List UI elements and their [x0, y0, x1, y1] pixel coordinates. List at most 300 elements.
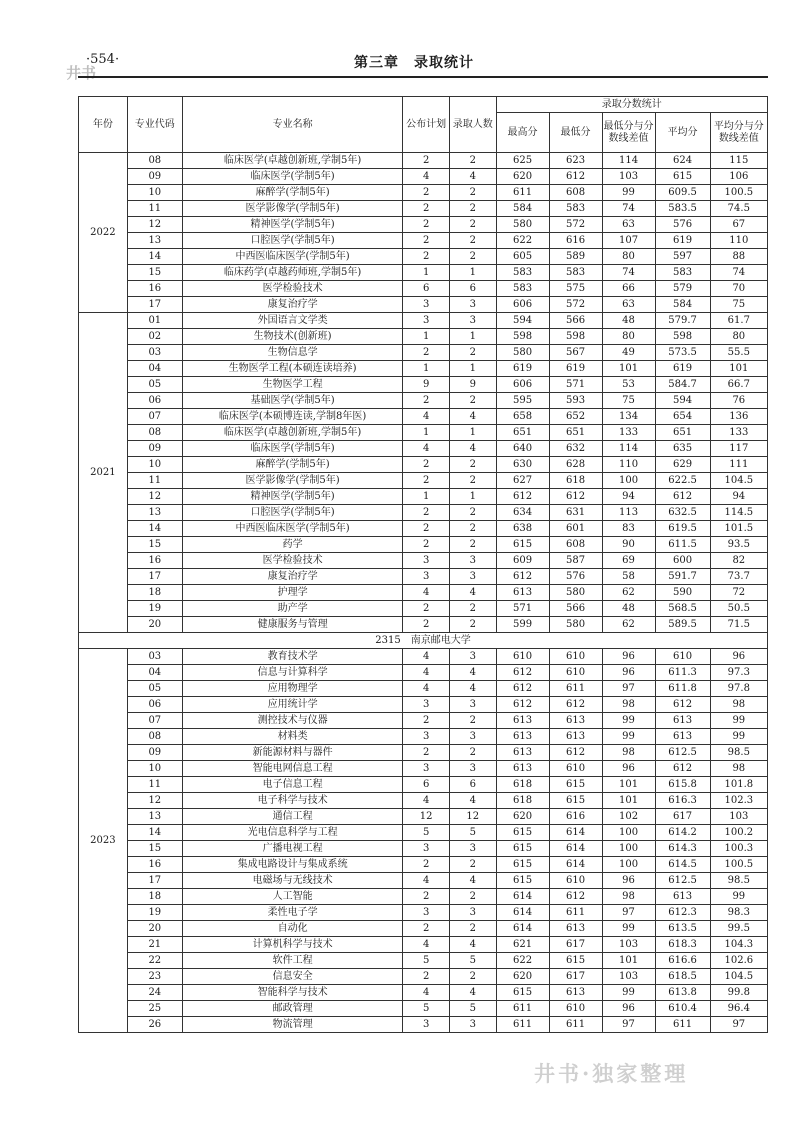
cell-code: 09 — [127, 441, 182, 457]
cell-min-diff: 114 — [602, 153, 655, 169]
cell-plan: 1 — [403, 329, 450, 345]
table-row — [79, 345, 768, 361]
cell-avg: 635 — [655, 441, 710, 457]
cell-code: 02 — [127, 329, 182, 345]
table-row — [79, 281, 768, 297]
cell-avg-diff: 74.5 — [710, 201, 767, 217]
cell-plan: 2 — [403, 217, 450, 233]
cell-avg-diff: 66.7 — [710, 377, 767, 393]
cell-avg: 611.8 — [655, 681, 710, 697]
header-code: 专业代码 — [127, 97, 182, 153]
cell-admitted: 3 — [449, 553, 496, 569]
cell-min-diff: 96 — [602, 1001, 655, 1017]
cell-name: 新能源材料与器件 — [182, 745, 402, 761]
cell-admitted: 1 — [449, 329, 496, 345]
cell-avg-diff: 97.3 — [710, 665, 767, 681]
cell-name: 中西医临床医学(学制5年) — [182, 249, 402, 265]
cell-code: 09 — [127, 169, 182, 185]
cell-admitted: 3 — [449, 761, 496, 777]
cell-max: 580 — [496, 345, 549, 361]
cell-admitted: 2 — [449, 345, 496, 361]
cell-code: 14 — [127, 521, 182, 537]
cell-min: 611 — [549, 1017, 602, 1033]
cell-min-diff: 48 — [602, 313, 655, 329]
cell-min: 576 — [549, 569, 602, 585]
cell-code: 23 — [127, 969, 182, 985]
cell-avg-diff: 104.3 — [710, 937, 767, 953]
table-row — [79, 505, 768, 521]
cell-name: 光电信息科学与工程 — [182, 825, 402, 841]
cell-plan: 1 — [403, 425, 450, 441]
table-row — [79, 521, 768, 537]
table-row — [79, 569, 768, 585]
cell-min: 619 — [549, 361, 602, 377]
cell-min-diff: 97 — [602, 905, 655, 921]
cell-name: 临床医学(学制5年) — [182, 441, 402, 457]
cell-max: 613 — [496, 729, 549, 745]
table-row — [79, 777, 768, 793]
cell-name: 测控技术与仪器 — [182, 713, 402, 729]
cell-plan: 5 — [403, 953, 450, 969]
table-row — [79, 489, 768, 505]
cell-avg-diff: 101.5 — [710, 521, 767, 537]
cell-plan: 2 — [403, 185, 450, 201]
header-name: 专业名称 — [182, 97, 402, 153]
cell-min: 613 — [549, 921, 602, 937]
cell-max: 580 — [496, 217, 549, 233]
header-max: 最高分 — [496, 113, 549, 153]
cell-avg-diff: 70 — [710, 281, 767, 297]
cell-plan: 2 — [403, 505, 450, 521]
cell-admitted: 2 — [449, 505, 496, 521]
cell-min: 580 — [549, 617, 602, 633]
cell-min-diff: 99 — [602, 985, 655, 1001]
cell-code: 15 — [127, 265, 182, 281]
cell-max: 613 — [496, 585, 549, 601]
cell-name: 教育技术学 — [182, 649, 402, 665]
cell-name: 口腔医学(学制5年) — [182, 505, 402, 521]
cell-avg-diff: 114.5 — [710, 505, 767, 521]
cell-min: 614 — [549, 825, 602, 841]
cell-plan: 4 — [403, 649, 450, 665]
cell-avg-diff: 50.5 — [710, 601, 767, 617]
cell-name: 麻醉学(学制5年) — [182, 185, 402, 201]
cell-min: 612 — [549, 169, 602, 185]
cell-code: 04 — [127, 665, 182, 681]
cell-max: 611 — [496, 1017, 549, 1033]
cell-name: 口腔医学(学制5年) — [182, 233, 402, 249]
cell-min-diff: 98 — [602, 697, 655, 713]
cell-code: 08 — [127, 729, 182, 745]
cell-avg: 610.4 — [655, 1001, 710, 1017]
header-rule — [78, 76, 768, 78]
header-min: 最低分 — [549, 113, 602, 153]
cell-min-diff: 103 — [602, 969, 655, 985]
cell-min: 628 — [549, 457, 602, 473]
cell-min-diff: 80 — [602, 329, 655, 345]
cell-plan: 4 — [403, 793, 450, 809]
table-row — [79, 217, 768, 233]
cell-plan: 2 — [403, 249, 450, 265]
cell-avg: 619.5 — [655, 521, 710, 537]
cell-code: 11 — [127, 777, 182, 793]
cell-avg: 612.3 — [655, 905, 710, 921]
cell-min: 575 — [549, 281, 602, 297]
table-row — [79, 409, 768, 425]
cell-code: 06 — [127, 697, 182, 713]
cell-avg: 624 — [655, 153, 710, 169]
cell-avg-diff: 76 — [710, 393, 767, 409]
cell-min: 617 — [549, 969, 602, 985]
cell-code: 03 — [127, 345, 182, 361]
table-row — [79, 169, 768, 185]
cell-name: 临床医学(本硕博连读,学制8年医) — [182, 409, 402, 425]
cell-avg-diff: 136 — [710, 409, 767, 425]
cell-name: 医学检验技术 — [182, 553, 402, 569]
cell-plan: 2 — [403, 601, 450, 617]
admission-statistics-table — [78, 96, 768, 1033]
cell-admitted: 4 — [449, 585, 496, 601]
cell-max: 620 — [496, 169, 549, 185]
cell-avg-diff: 111 — [710, 457, 767, 473]
cell-min-diff: 98 — [602, 889, 655, 905]
cell-plan: 2 — [403, 521, 450, 537]
cell-name: 软件工程 — [182, 953, 402, 969]
cell-min-diff: 74 — [602, 265, 655, 281]
cell-avg: 614.3 — [655, 841, 710, 857]
cell-avg: 632.5 — [655, 505, 710, 521]
cell-min-diff: 75 — [602, 393, 655, 409]
cell-max: 638 — [496, 521, 549, 537]
cell-min-diff: 107 — [602, 233, 655, 249]
cell-admitted: 3 — [449, 729, 496, 745]
cell-min-diff: 94 — [602, 489, 655, 505]
cell-plan: 3 — [403, 297, 450, 313]
cell-min-diff: 63 — [602, 217, 655, 233]
cell-name: 临床医学(学制5年) — [182, 169, 402, 185]
cell-name: 生物医学工程 — [182, 377, 402, 393]
cell-code: 11 — [127, 473, 182, 489]
cell-name: 广播电视工程 — [182, 841, 402, 857]
cell-max: 614 — [496, 889, 549, 905]
cell-code: 07 — [127, 713, 182, 729]
table-row — [79, 953, 768, 969]
cell-avg-diff: 98 — [710, 761, 767, 777]
cell-admitted: 6 — [449, 281, 496, 297]
cell-min: 631 — [549, 505, 602, 521]
header-avg: 平均分 — [655, 113, 710, 153]
cell-name: 临床医学(卓越创新班,学制5年) — [182, 153, 402, 169]
cell-min-diff: 96 — [602, 873, 655, 889]
cell-name: 通信工程 — [182, 809, 402, 825]
table-row — [79, 1017, 768, 1033]
cell-name: 护理学 — [182, 585, 402, 601]
cell-admitted: 2 — [449, 393, 496, 409]
cell-avg: 612.5 — [655, 873, 710, 889]
table-row — [79, 185, 768, 201]
cell-avg: 611 — [655, 1017, 710, 1033]
cell-avg: 613 — [655, 729, 710, 745]
cell-min-diff: 103 — [602, 169, 655, 185]
cell-min: 608 — [549, 185, 602, 201]
cell-code: 12 — [127, 489, 182, 505]
cell-plan: 5 — [403, 1001, 450, 1017]
cell-min: 615 — [549, 777, 602, 793]
cell-admitted: 1 — [449, 425, 496, 441]
cell-code: 01 — [127, 313, 182, 329]
cell-code: 08 — [127, 153, 182, 169]
cell-name: 信息安全 — [182, 969, 402, 985]
cell-avg: 612 — [655, 761, 710, 777]
cell-code: 10 — [127, 761, 182, 777]
table-row — [79, 729, 768, 745]
cell-name: 智能科学与技术 — [182, 985, 402, 1001]
cell-plan: 2 — [403, 473, 450, 489]
cell-admitted: 4 — [449, 441, 496, 457]
table-row — [79, 601, 768, 617]
cell-admitted: 5 — [449, 825, 496, 841]
cell-min-diff: 101 — [602, 777, 655, 793]
cell-admitted: 3 — [449, 905, 496, 921]
cell-min: 617 — [549, 937, 602, 953]
table-row — [79, 889, 768, 905]
header-year: 年份 — [79, 97, 128, 153]
cell-min: 616 — [549, 233, 602, 249]
cell-avg-diff: 97 — [710, 1017, 767, 1033]
cell-admitted: 4 — [449, 937, 496, 953]
cell-min-diff: 90 — [602, 537, 655, 553]
cell-avg-diff: 80 — [710, 329, 767, 345]
table-row — [79, 537, 768, 553]
cell-avg: 617 — [655, 809, 710, 825]
table-row — [79, 553, 768, 569]
cell-max: 595 — [496, 393, 549, 409]
cell-min: 572 — [549, 297, 602, 313]
cell-code: 19 — [127, 905, 182, 921]
cell-min-diff: 134 — [602, 409, 655, 425]
cell-avg: 651 — [655, 425, 710, 441]
cell-code: 14 — [127, 249, 182, 265]
cell-avg-diff: 100.3 — [710, 841, 767, 857]
cell-avg: 611.3 — [655, 665, 710, 681]
cell-avg: 600 — [655, 553, 710, 569]
cell-avg-diff: 99 — [710, 889, 767, 905]
cell-max: 612 — [496, 697, 549, 713]
cell-min-diff: 99 — [602, 713, 655, 729]
cell-name: 电子信息工程 — [182, 777, 402, 793]
cell-min: 614 — [549, 841, 602, 857]
cell-plan: 2 — [403, 713, 450, 729]
cell-min-diff: 49 — [602, 345, 655, 361]
cell-avg-diff: 99.8 — [710, 985, 767, 1001]
header-avg-diff: 平均分与分数线差值 — [710, 113, 767, 153]
cell-min: 614 — [549, 857, 602, 873]
cell-avg: 612 — [655, 489, 710, 505]
table-row — [79, 329, 768, 345]
cell-avg: 613.8 — [655, 985, 710, 1001]
cell-code: 13 — [127, 233, 182, 249]
cell-name: 电磁场与无线技术 — [182, 873, 402, 889]
cell-admitted: 3 — [449, 841, 496, 857]
table-row — [79, 969, 768, 985]
cell-admitted: 2 — [449, 249, 496, 265]
cell-admitted: 1 — [449, 361, 496, 377]
cell-avg-diff: 133 — [710, 425, 767, 441]
cell-plan: 5 — [403, 825, 450, 841]
cell-max: 625 — [496, 153, 549, 169]
cell-name: 助产学 — [182, 601, 402, 617]
cell-name: 信息与计算科学 — [182, 665, 402, 681]
cell-min: 611 — [549, 681, 602, 697]
cell-avg: 591.7 — [655, 569, 710, 585]
cell-min: 610 — [549, 761, 602, 777]
cell-avg-diff: 98 — [710, 697, 767, 713]
cell-avg: 616.3 — [655, 793, 710, 809]
cell-min-diff: 74 — [602, 201, 655, 217]
cell-min: 612 — [549, 745, 602, 761]
cell-name: 康复治疗学 — [182, 297, 402, 313]
cell-admitted: 2 — [449, 185, 496, 201]
cell-name: 邮政管理 — [182, 1001, 402, 1017]
cell-name: 麻醉学(学制5年) — [182, 457, 402, 473]
cell-plan: 3 — [403, 1017, 450, 1033]
cell-code: 16 — [127, 857, 182, 873]
header-admitted: 录取人数 — [449, 97, 496, 153]
cell-avg: 615.8 — [655, 777, 710, 793]
table-row — [79, 841, 768, 857]
cell-min-diff: 97 — [602, 1017, 655, 1033]
cell-avg-diff: 93.5 — [710, 537, 767, 553]
cell-avg-diff: 96 — [710, 649, 767, 665]
cell-avg-diff: 102.3 — [710, 793, 767, 809]
cell-min: 613 — [549, 985, 602, 1001]
cell-max: 612 — [496, 665, 549, 681]
cell-plan: 3 — [403, 729, 450, 745]
cell-plan: 2 — [403, 393, 450, 409]
cell-name: 医学检验技术 — [182, 281, 402, 297]
cell-max: 612 — [496, 569, 549, 585]
cell-code: 14 — [127, 825, 182, 841]
cell-code: 08 — [127, 425, 182, 441]
cell-avg-diff: 101 — [710, 361, 767, 377]
table-row — [79, 441, 768, 457]
cell-min: 571 — [549, 377, 602, 393]
cell-avg: 614.2 — [655, 825, 710, 841]
table-row — [79, 681, 768, 697]
cell-name: 康复治疗学 — [182, 569, 402, 585]
cell-avg-diff: 100.2 — [710, 825, 767, 841]
cell-avg-diff: 99 — [710, 713, 767, 729]
cell-name: 医学影像学(学制5年) — [182, 473, 402, 489]
cell-plan: 2 — [403, 617, 450, 633]
cell-admitted: 12 — [449, 809, 496, 825]
cell-min-diff: 101 — [602, 793, 655, 809]
table-row — [79, 457, 768, 473]
cell-plan: 1 — [403, 361, 450, 377]
table-row — [79, 825, 768, 841]
cell-max: 605 — [496, 249, 549, 265]
cell-avg-diff: 72 — [710, 585, 767, 601]
cell-max: 619 — [496, 361, 549, 377]
cell-max: 620 — [496, 969, 549, 985]
cell-min-diff: 98 — [602, 745, 655, 761]
cell-min: 652 — [549, 409, 602, 425]
cell-admitted: 2 — [449, 617, 496, 633]
cell-admitted: 6 — [449, 777, 496, 793]
cell-plan: 2 — [403, 153, 450, 169]
cell-avg-diff: 96.4 — [710, 1001, 767, 1017]
cell-avg-diff: 104.5 — [710, 473, 767, 489]
cell-admitted: 2 — [449, 217, 496, 233]
cell-min-diff: 62 — [602, 585, 655, 601]
cell-plan: 9 — [403, 377, 450, 393]
cell-min: 616 — [549, 809, 602, 825]
table-row — [79, 937, 768, 953]
cell-admitted: 4 — [449, 169, 496, 185]
cell-admitted: 2 — [449, 473, 496, 489]
cell-min: 615 — [549, 793, 602, 809]
cell-name: 自动化 — [182, 921, 402, 937]
cell-min-diff: 101 — [602, 953, 655, 969]
cell-min-diff: 100 — [602, 841, 655, 857]
cell-name: 基础医学(学制5年) — [182, 393, 402, 409]
cell-max: 620 — [496, 809, 549, 825]
table-row — [79, 201, 768, 217]
table-row — [79, 921, 768, 937]
cell-max: 610 — [496, 649, 549, 665]
cell-avg-diff: 55.5 — [710, 345, 767, 361]
cell-max: 627 — [496, 473, 549, 489]
cell-max: 622 — [496, 953, 549, 969]
cell-plan: 4 — [403, 441, 450, 457]
bottom-watermark: 井书·独家整理 — [534, 1061, 689, 1086]
cell-code: 16 — [127, 281, 182, 297]
cell-plan: 4 — [403, 681, 450, 697]
cell-code: 05 — [127, 377, 182, 393]
cell-code: 04 — [127, 361, 182, 377]
cell-name: 应用物理学 — [182, 681, 402, 697]
cell-avg: 613 — [655, 713, 710, 729]
cell-plan: 3 — [403, 841, 450, 857]
cell-avg: 615 — [655, 169, 710, 185]
cell-plan: 4 — [403, 665, 450, 681]
cell-admitted: 2 — [449, 201, 496, 217]
table-row — [79, 857, 768, 873]
cell-code: 09 — [127, 745, 182, 761]
cell-max: 609 — [496, 553, 549, 569]
cell-code: 10 — [127, 185, 182, 201]
cell-min: 610 — [549, 665, 602, 681]
cell-code: 12 — [127, 217, 182, 233]
cell-avg-diff: 74 — [710, 265, 767, 281]
cell-name: 计算机科学与技术 — [182, 937, 402, 953]
cell-max: 611 — [496, 185, 549, 201]
cell-admitted: 1 — [449, 489, 496, 505]
cell-admitted: 3 — [449, 1017, 496, 1033]
table-row — [79, 617, 768, 633]
cell-admitted: 3 — [449, 649, 496, 665]
cell-plan: 4 — [403, 585, 450, 601]
cell-avg-diff: 99 — [710, 729, 767, 745]
cell-min: 583 — [549, 201, 602, 217]
cell-avg-diff: 99.5 — [710, 921, 767, 937]
cell-min: 612 — [549, 889, 602, 905]
cell-plan: 2 — [403, 233, 450, 249]
cell-min-diff: 100 — [602, 473, 655, 489]
cell-max: 621 — [496, 937, 549, 953]
cell-min: 651 — [549, 425, 602, 441]
cell-avg: 613.5 — [655, 921, 710, 937]
